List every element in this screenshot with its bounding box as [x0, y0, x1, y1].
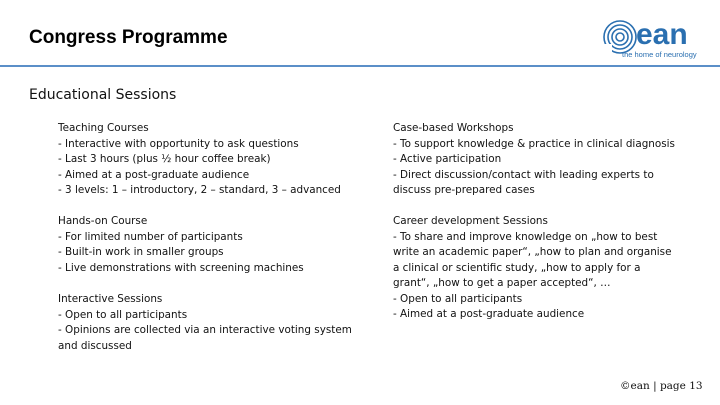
block-line: and discussed — [58, 339, 132, 352]
block-line: - Built-in work in smaller groups — [58, 246, 224, 258]
block-line: - Live demonstrations with screening machines — [58, 261, 304, 274]
block-line: - Active participation — [393, 153, 502, 165]
page-footer: ©ean | page 13 — [620, 380, 703, 392]
career-development-block — [393, 214, 672, 323]
block-line: - Last 3 hours (plus ½ hour coffee break) — [58, 153, 271, 165]
logo-text: ean — [636, 18, 688, 51]
block-line: write an academic paper“, „how to plan and organise — [393, 246, 672, 258]
logo-tagline: the home of neurology — [622, 50, 697, 59]
hands-on-course-block — [58, 214, 304, 276]
block-heading: Interactive Sessions — [58, 293, 163, 305]
block-heading: Career development Sessions — [393, 215, 548, 227]
block-heading: Case-based Workshops — [393, 122, 514, 134]
block-line: - Open to all participants — [58, 308, 188, 321]
block-heading: Hands-on Course — [58, 215, 148, 227]
block-line: - For limited number of participants — [58, 230, 243, 243]
block-line: - To support knowledge & practice in clinical diagnosis — [393, 137, 675, 150]
block-line: - Open to all participants — [393, 292, 523, 305]
section-title: Educational Sessions — [29, 87, 177, 103]
block-line: a clinical or scientific study, „how to apply for a — [393, 261, 641, 274]
block-line: - 3 levels: 1 – introductory, 2 – standard, 3 – advanced — [58, 184, 341, 196]
block-line: - Direct discussion/contact with leading experts to — [393, 168, 654, 181]
teaching-courses-block — [58, 121, 341, 199]
page-title: Congress Programme — [29, 27, 228, 48]
block-line: - Aimed at a post-graduate audience — [393, 308, 585, 320]
block-line: grant“, „how to get a paper accepted“, … — [393, 277, 611, 289]
interactive-sessions-block — [58, 292, 352, 354]
block-line: - Aimed at a post-graduate audience — [58, 168, 250, 181]
header-divider — [0, 65, 720, 67]
block-heading: Teaching Courses — [58, 122, 149, 134]
block-line: - Opinions are collected via an interactive voting system — [58, 324, 352, 336]
block-line: - Interactive with opportunity to ask questions — [58, 137, 299, 150]
block-line: - To share and improve knowledge on „how to best — [393, 230, 658, 243]
block-line: discuss pre-prepared cases — [393, 184, 535, 196]
case-based-workshops-block — [393, 121, 675, 199]
